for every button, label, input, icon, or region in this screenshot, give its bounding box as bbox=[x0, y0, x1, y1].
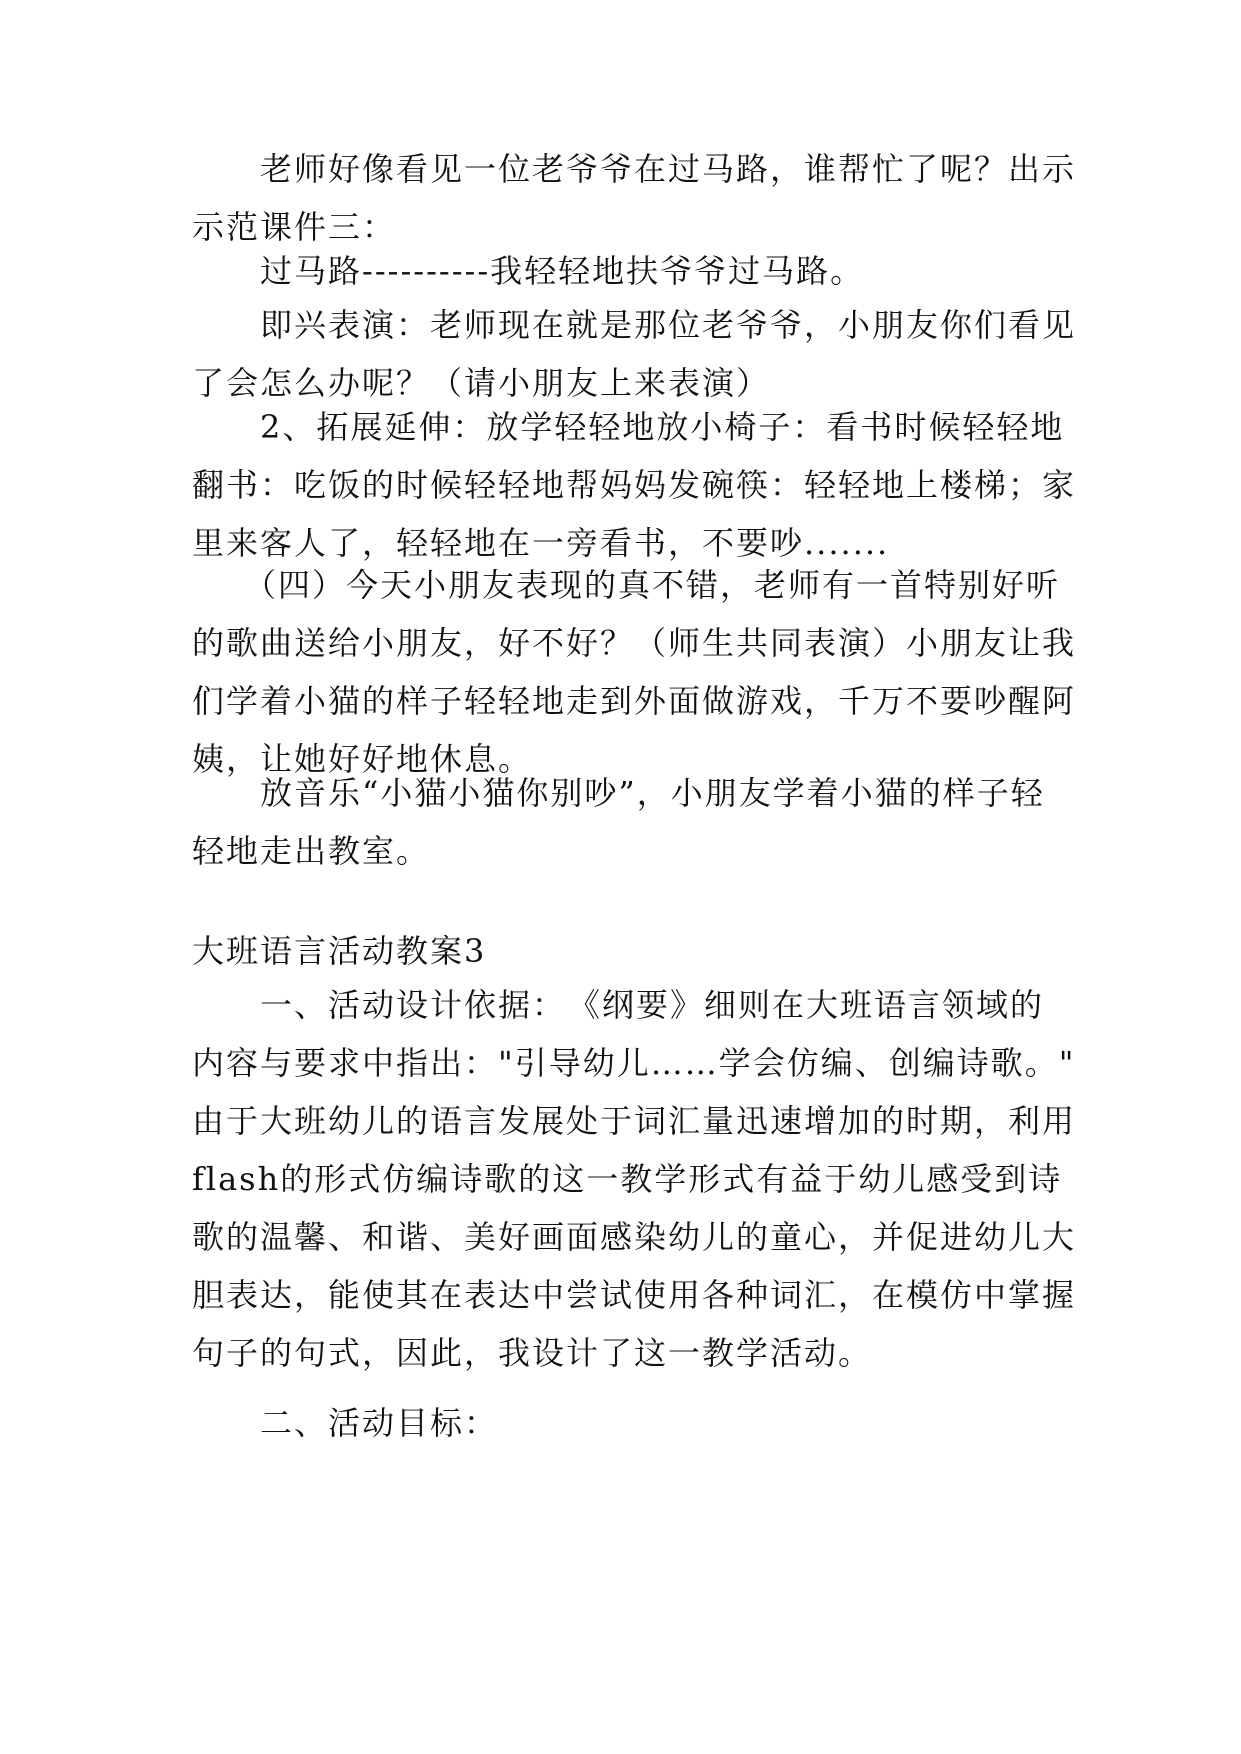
text-line: 歌的温馨、和谐、美好画面感染幼儿的童心，并促进幼儿大 bbox=[192, 1218, 1077, 1256]
text-line: 2、拓展延伸：放学轻轻地放小椅子：看书时候轻轻地 bbox=[192, 408, 1065, 446]
paragraph-p7 bbox=[192, 976, 1077, 1382]
paragraph-p8 bbox=[192, 1394, 1052, 1452]
paragraph-p3 bbox=[192, 296, 1077, 412]
text-line: flash的形式仿编诗歌的这一教学形式有益于幼儿感受到诗 bbox=[192, 1160, 1063, 1198]
section-heading bbox=[192, 922, 1052, 980]
text-line: （四）今天小朋友表现的真不错，老师有一首特别好听 bbox=[192, 566, 1061, 604]
text-line: 了会怎么办呢？（请小朋友上来表演） bbox=[192, 364, 771, 402]
text-line: 姨，让她好好地休息。 bbox=[192, 740, 533, 778]
text-line: 放音乐“小猫小猫你别吵”，小朋友学着小猫的样子轻 bbox=[192, 774, 1045, 812]
text-line: 们学着小猫的样子轻轻地走到外面做游戏，千万不要吵醒阿 bbox=[192, 682, 1077, 720]
text-line: 里来客人了，轻轻地在一旁看书，不要吵....... bbox=[192, 524, 890, 562]
paragraph-p4 bbox=[192, 398, 1077, 572]
text-line: 一、活动设计依据： 《纲要》细则在大班语言领域的 bbox=[192, 986, 1045, 1024]
text-line: 由于大班幼儿的语言发展处于词汇量迅速增加的时期，利用 bbox=[192, 1102, 1077, 1140]
text-line: 二、活动目标： bbox=[192, 1404, 499, 1442]
text-line: 内容与要求中指出："引导幼儿……学会仿编、创编诗歌。" bbox=[192, 1044, 1076, 1082]
heading-line: 大班语言活动教案3 bbox=[192, 932, 487, 970]
text-line: 过马路----------我轻轻地扶爷爷过马路。 bbox=[192, 252, 865, 290]
paragraph-p5 bbox=[192, 556, 1077, 788]
text-line: 的歌曲送给小朋友，好不好？（师生共同表演）小朋友让我 bbox=[192, 624, 1077, 662]
text-line: 胆表达，能使其在表达中尝试使用各种词汇，在模仿中掌握 bbox=[192, 1276, 1077, 1314]
text-line: 轻地走出教室。 bbox=[192, 832, 431, 870]
text-line: 老师好像看见一位老爷爷在过马路，谁帮忙了呢？出示 bbox=[192, 150, 1077, 188]
paragraph-p6 bbox=[192, 764, 1052, 880]
paragraph-p2 bbox=[192, 242, 1052, 300]
text-line: 翻书：吃饭的时候轻轻地帮妈妈发碗筷：轻轻地上楼梯；家 bbox=[192, 466, 1077, 504]
paragraph-p1 bbox=[192, 140, 1077, 256]
text-line: 句子的句式，因此，我设计了这一教学活动。 bbox=[192, 1334, 873, 1372]
text-line: 示范课件三： bbox=[192, 208, 397, 246]
text-line: 即兴表演：老师现在就是那位老爷爷，小朋友你们看见 bbox=[192, 306, 1077, 344]
